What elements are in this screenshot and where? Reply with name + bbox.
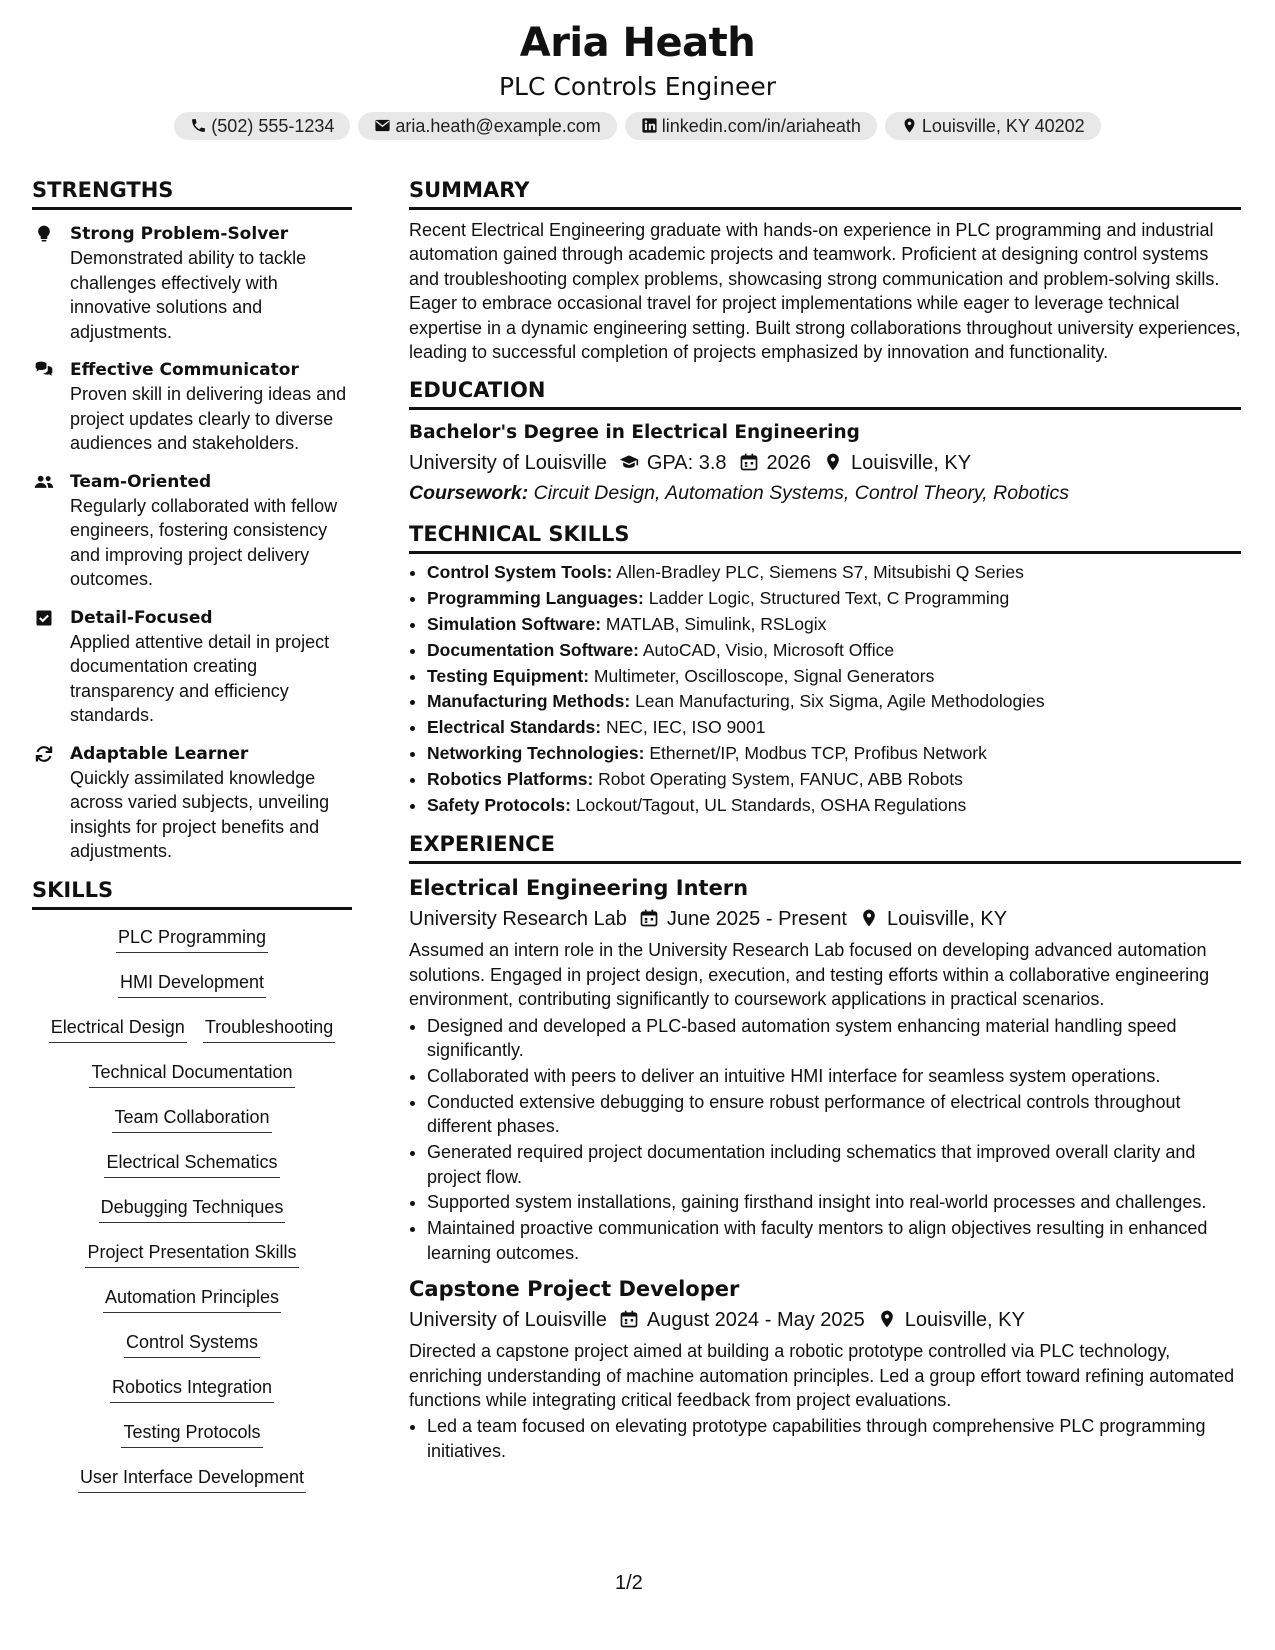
skill-tag: Automation Principles [103,1284,281,1313]
tech-skill-item: • Control System Tools: Allen-Bradley PLC, Siemens S7, Mitsubishi Q Series [427,560,1241,586]
job-bullet: • Designed and developed a PLC-based automation system enhancing material handling speed significantly. [427,1014,1241,1063]
linkedin-text: linkedin.com/in/ariaheath [661,116,861,136]
skills-list [32,924,352,1494]
job-dates: June 2025 - Present [666,908,847,931]
strength-desc: Demonstrated ability to tackle challenges effectively with innovative solutions and adjustments. [70,248,307,342]
skills-heading: SKILLS [32,878,352,910]
job-meta [409,1305,1241,1335]
experience-entry [409,1275,1241,1463]
contact-phone[interactable] [174,112,350,140]
job-bullet: • Collaborated with peers to deliver an intuitive HMI interface for seamless system operations. [427,1064,1241,1088]
contact-email[interactable] [358,112,616,140]
skill-tag: PLC Programming [116,924,268,953]
strength-title: Detail-Focused [70,607,213,628]
strength-desc: Quickly assimilated knowledge across varied subjects, unveiling insights for project benefits and adjustments. [70,767,330,861]
candidate-name: Aria Heath [519,20,756,66]
tech-skill-item: • Electrical Standards: NEC, IEC, ISO 9001 [427,715,1241,741]
experience-heading: EXPERIENCE [409,832,1241,864]
skill-tag: Troubleshooting [203,1014,335,1043]
contact-location [885,112,1101,140]
tech-skill-item: • Documentation Software: AutoCAD, Visio, Microsoft Office [427,638,1241,664]
skill-tag: Control Systems [124,1329,260,1358]
strength-item [32,742,352,864]
job-org: University of Louisville [409,1309,607,1332]
strength-desc: Proven skill in delivering ideas and project updates clearly to diverse audiences and stakeholders. [70,384,347,453]
coursework-label: Coursework: [409,482,529,505]
strength-desc: Applied attentive detail in project documentation creating transparency and efficiency standards. [70,631,330,725]
summary-heading: SUMMARY [409,178,1241,210]
strength-item [32,358,352,456]
experience-entry [409,874,1241,1265]
right-column [409,178,1241,1465]
lightbulb-icon [34,224,54,244]
map-pin-icon [877,1309,897,1329]
gpa: GPA: 3.8 [646,452,727,475]
tech-skill-item: • Simulation Software: MATLAB, Simulink, RSLogix [427,612,1241,638]
strength-title: Team-Oriented [70,471,212,492]
strengths-list [32,222,352,864]
tech-skill-item: • Manufacturing Methods: Lean Manufacturing, Six Sigma, Agile Methodologies [427,689,1241,715]
email-text: aria.heath@example.com [395,116,601,136]
job-bullet: • Generated required project documentation including schematics that improved overall clarity and project flow. [427,1140,1241,1189]
calendar-icon [739,452,759,472]
skill-tag: HMI Development [118,969,266,998]
page-number: 1/2 [615,1572,643,1594]
tech-skill-item: • Testing Equipment: Multimeter, Oscilloscope, Signal Generators [427,664,1241,690]
job-bullet: • Conducted extensive debugging to ensure robust performance of electrical controls throughout different phases. [427,1090,1241,1139]
job-description: Directed a capstone project aimed at building a robotic prototype controlled via PLC technology, enriching understanding of machine automation principles. Led a group effort toward refining automated functions while integrating critical feedback from project evaluations. [409,1341,1235,1410]
degree-title: Bachelor's Degree in Electrical Engineering [409,422,860,444]
job-org: University Research Lab [409,908,627,931]
strength-title: Strong Problem-Solver [70,224,289,244]
graduation-cap-icon [619,452,639,472]
skill-tag: Technical Documentation [89,1059,294,1088]
job-bullet: • Supported system installations, gaining firsthand insight into real-world processes and challenges. [427,1190,1241,1214]
summary-text: Recent Electrical Engineering graduate with hands-on experience in PLC programming and industrial automation gained through academic projects and teamwork. Proficient at designing control systems and troubleshooting complex problems, showcasing strong communication and problem-solving skills. Eager to embrace occasional travel for project implementations while eager to leverage technical expertise in a dynamic engineering setting. Built strong collaborations throughout university experiences, leading to successful completion of projects emphasized by innovation and functionality. [409,220,1241,363]
education-heading: EDUCATION [409,378,1241,410]
strengths-heading: STRENGTHS [32,178,352,210]
calendar-icon [619,1309,639,1329]
skill-tag: User Interface Development [78,1464,306,1493]
phone-icon [190,117,207,134]
job-location: Louisville, KY [904,1309,1025,1332]
location-text: Louisville, KY 40202 [921,116,1085,136]
job-bullet: • Maintained proactive communication with faculty mentors to align objectives resulting in enhanced learning outcomes. [427,1216,1241,1265]
tech-skill-item: • Programming Languages: Ladder Logic, Structured Text, C Programming [427,586,1241,612]
left-column [32,178,352,1509]
skill-tag: Electrical Schematics [104,1149,279,1178]
skill-tag: Debugging Techniques [99,1194,286,1223]
map-pin-icon [859,908,879,928]
technical-skills-heading: TECHNICAL SKILLS [409,522,1241,554]
technical-skills-list [409,560,1241,818]
candidate-title: PLC Controls Engineer [498,72,777,101]
envelope-icon [374,117,391,134]
tech-skill-item: • Networking Technologies: Ethernet/IP, Modbus TCP, Profibus Network [427,741,1241,767]
job-bullet: • Led a team focused on elevating prototype capabilities through comprehensive PLC programming initiatives. [427,1414,1241,1463]
checkbox-icon [34,608,54,628]
school-name: University of Louisville [409,452,607,475]
skill-tag: Project Presentation Skills [85,1239,298,1268]
refresh-icon [34,744,54,764]
contact-bar [0,112,1275,140]
strength-title: Effective Communicator [70,360,299,380]
job-title: Capstone Project Developer [409,1277,740,1302]
job-bullets [409,1014,1241,1266]
strength-desc: Regularly collaborated with fellow engineers, fostering consistency and improving project delivery outcomes. [70,495,338,589]
tech-skill-item: • Robotics Platforms: Robot Operating System, FANUC, ABB Robots [427,767,1241,793]
job-dates: August 2024 - May 2025 [646,1309,865,1332]
job-title: Electrical Engineering Intern [409,876,749,901]
users-icon [34,472,54,492]
strength-item [32,222,352,344]
job-description: Assumed an intern role in the University Research Lab focused on developing advanced automation solutions. Engaged in project design, execution, and testing efforts within a collaborative engineering environment, contributing significantly to coursework applications in practical scenarios. [409,940,1210,1010]
skill-tag: Team Collaboration [112,1104,271,1133]
job-location: Louisville, KY [887,908,1008,931]
skill-tag: Testing Protocols [121,1419,262,1448]
coursework-list: Circuit Design, Automation Systems, Control Theory, Robotics [533,482,1069,505]
school-location: Louisville, KY [851,452,972,475]
calendar-icon [639,908,659,928]
linkedin-icon [641,117,658,134]
skill-tag: Robotics Integration [110,1374,274,1403]
coursework [409,478,1241,508]
strength-item [32,606,352,728]
comments-icon [34,360,54,380]
job-bullets [409,1414,1241,1463]
tech-skill-item: • Safety Protocols: Lockout/Tagout, UL Standards, OSHA Regulations [427,793,1241,819]
skills-section [32,878,352,1494]
job-meta [409,904,1241,934]
strength-item [32,470,352,592]
map-pin-icon [901,117,918,134]
graduation-year: 2026 [766,452,812,475]
skill-tag: Electrical Design [49,1014,187,1043]
education-meta [409,448,1241,478]
contact-linkedin[interactable] [625,112,877,140]
phone-text: (502) 555-1234 [211,116,335,136]
map-pin-icon [823,452,843,472]
strength-title: Adaptable Learner [70,743,249,764]
